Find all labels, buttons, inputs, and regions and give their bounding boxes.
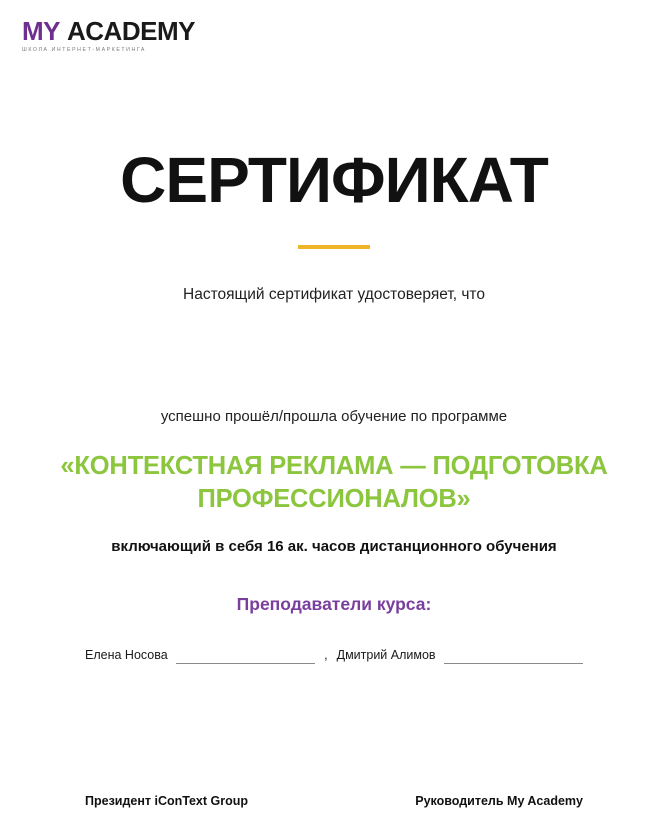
signature-line	[176, 650, 315, 664]
logo-word-academy: ACADEMY	[67, 16, 195, 46]
certificate-footer	[85, 794, 583, 808]
teacher-name: Елена Носова	[85, 648, 168, 662]
teacher-signature-block	[337, 648, 583, 664]
teacher-signature-block	[85, 648, 315, 664]
certificate-title: СЕРТИФИКАТ	[120, 144, 548, 216]
logo-wordmark	[22, 18, 242, 44]
teacher-name: Дмитрий Алимов	[336, 648, 436, 662]
recipient-name	[0, 340, 668, 370]
teacher-separator: ,	[324, 648, 328, 662]
course-name: «КОНТЕКСТНАЯ РЕКЛАМА — ПОДГОТОВКА ПРОФЕССИОНАЛОВ»	[60, 452, 608, 513]
certificate-subtitle: Настоящий сертификат удостоверяет, что	[183, 286, 485, 303]
footer-right-title: Руководитель My Academy	[415, 794, 583, 808]
title-divider	[298, 245, 370, 249]
signature-line	[444, 650, 583, 664]
completion-statement: успешно прошёл/прошла обучение по программе	[160, 408, 508, 425]
footer-left-title: Президент iConText Group	[85, 794, 249, 808]
brand-logo	[22, 18, 242, 53]
logo-word-my: MY	[22, 16, 60, 46]
teachers-label: Преподаватели курса:	[236, 594, 432, 614]
course-hours: включающий в себя 16 ак. часов дистанционного обучения	[111, 538, 557, 555]
logo-tagline: ШКОЛА ИНТЕРНЕТ-МАРКЕТИНГА	[22, 47, 146, 53]
teachers-signatures	[85, 648, 583, 664]
